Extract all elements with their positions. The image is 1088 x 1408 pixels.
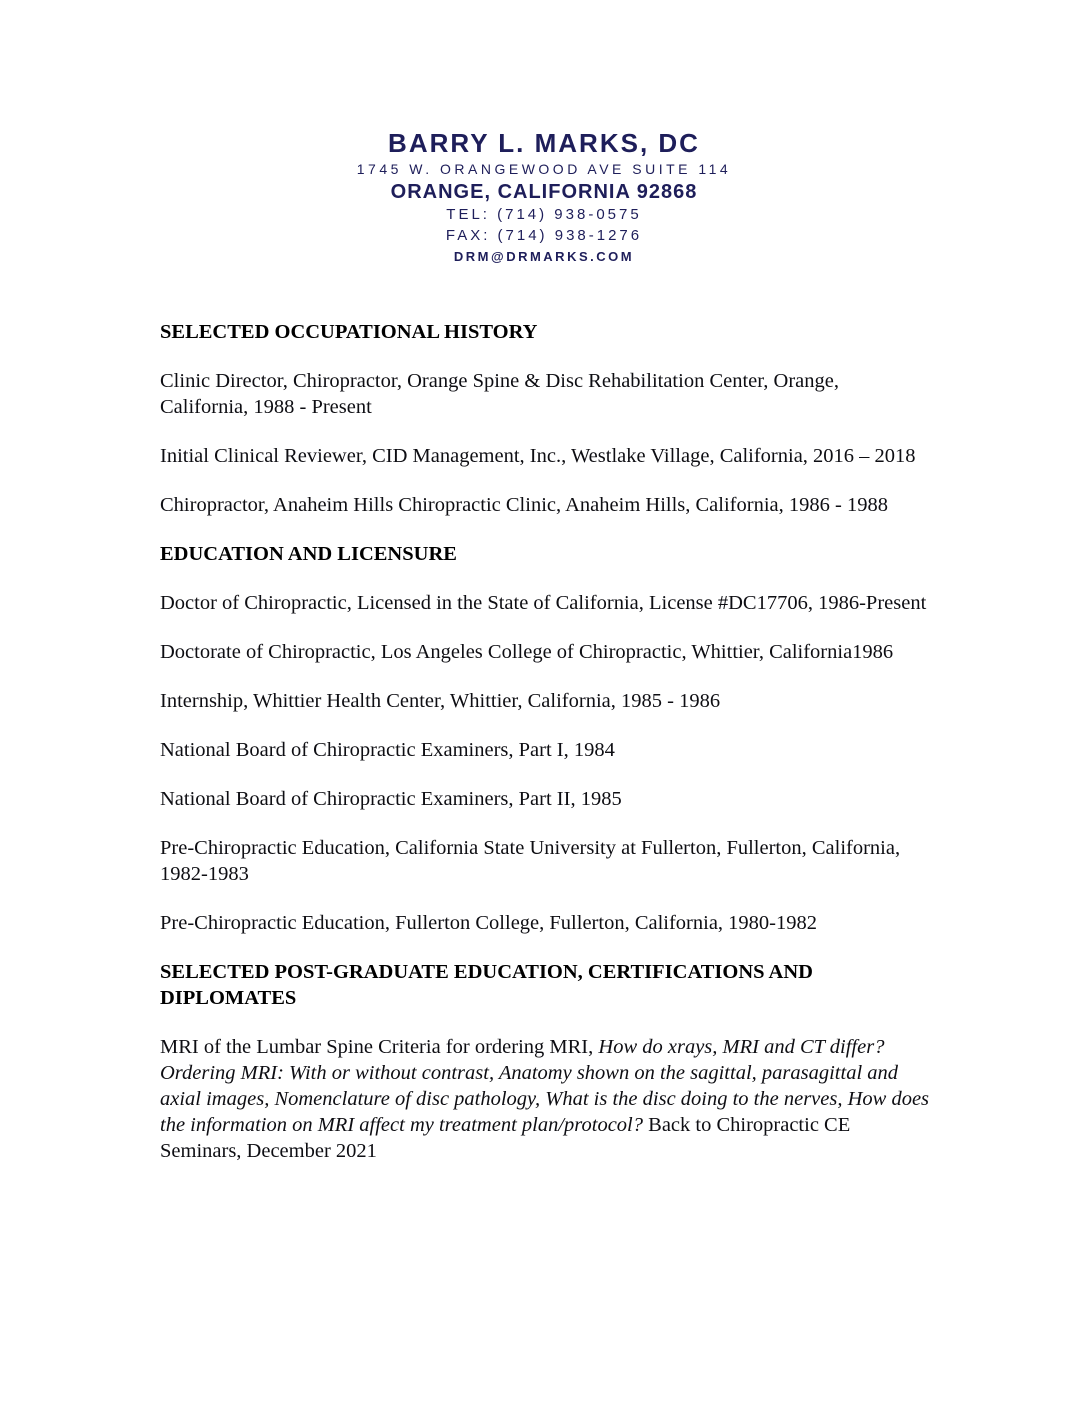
letterhead-name: BARRY L. MARKS, DC: [388, 128, 700, 158]
letterhead: [0, 0, 1088, 267]
resume-paragraph: [160, 1034, 932, 1164]
plain-text: Back to Chiropractic CE Seminars, December 2021: [160, 1114, 851, 1162]
resume-paragraph: [160, 443, 932, 469]
letterhead-email: DRM@DRMARKS.COM: [453, 249, 635, 264]
resume-paragraph: [160, 590, 932, 616]
resume-paragraph: [160, 688, 932, 714]
letterhead-city: ORANGE, CALIFORNIA 92868: [390, 181, 698, 203]
resume-paragraph: [160, 835, 932, 887]
resume-paragraph: [160, 737, 932, 763]
resume-paragraph: [160, 639, 932, 665]
resume-paragraph: [160, 910, 932, 936]
letterhead-phone: TEL: (714) 938-0575: [446, 206, 642, 223]
plain-text: Doctorate of Chiropractic, Los Angeles College of Chiropractic, Whittier, California1986: [160, 641, 894, 663]
section-heading: SELECTED OCCUPATIONAL HISTORY: [160, 321, 538, 343]
plain-text: Pre-Chiropractic Education, Fullerton College, Fullerton, California, 1980-1982: [160, 912, 818, 934]
plain-text: National Board of Chiropractic Examiners, Part I, 1984: [160, 739, 615, 761]
resume-body: [160, 319, 932, 1164]
letterhead-fax: FAX: (714) 938-1276: [445, 227, 643, 244]
plain-text: MRI of the Lumbar Spine Criteria for ordering MRI,: [160, 1036, 599, 1058]
resume-paragraph: [160, 492, 932, 518]
plain-text: Chiropractor, Anaheim Hills Chiropractic Clinic, Anaheim Hills, California, 1986 - 1988: [160, 494, 888, 516]
plain-text: Internship, Whittier Health Center, Whittier, California, 1985 - 1986: [160, 690, 721, 712]
plain-text: Clinic Director, Chiropractor, Orange Spine & Disc Rehabilitation Center, Orange, California, 1988 - Present: [160, 370, 839, 418]
section-heading: SELECTED POST-GRADUATE EDUCATION, CERTIFICATIONS AND DIPLOMATES: [160, 961, 813, 1009]
italic-text: How do xrays, MRI and CT differ? Ordering MRI: With or without contrast, Anatomy shown on the sagittal, parasagittal and axial images, Nomenclature of disc pathology, What is the disc doing to the nerves, How does the information on MRI affect my treatment plan/protocol?: [160, 1036, 930, 1136]
plain-text: Doctor of Chiropractic, Licensed in the State of California, License #DC17706, 1986-Present: [160, 592, 927, 614]
resume-paragraph: [160, 786, 932, 812]
plain-text: National Board of Chiropractic Examiners, Part II, 1985: [160, 788, 622, 810]
plain-text: Initial Clinical Reviewer, CID Management, Inc., Westlake Village, California, 2016 – 2018: [160, 445, 916, 467]
plain-text: Pre-Chiropractic Education, California State University at Fullerton, Fullerton, California, 1982-1983: [160, 837, 901, 885]
resume-paragraph: [160, 368, 932, 420]
letterhead-address: 1745 W. ORANGEWOOD AVE SUITE 114: [356, 161, 732, 177]
section-heading: EDUCATION AND LICENSURE: [160, 543, 457, 565]
